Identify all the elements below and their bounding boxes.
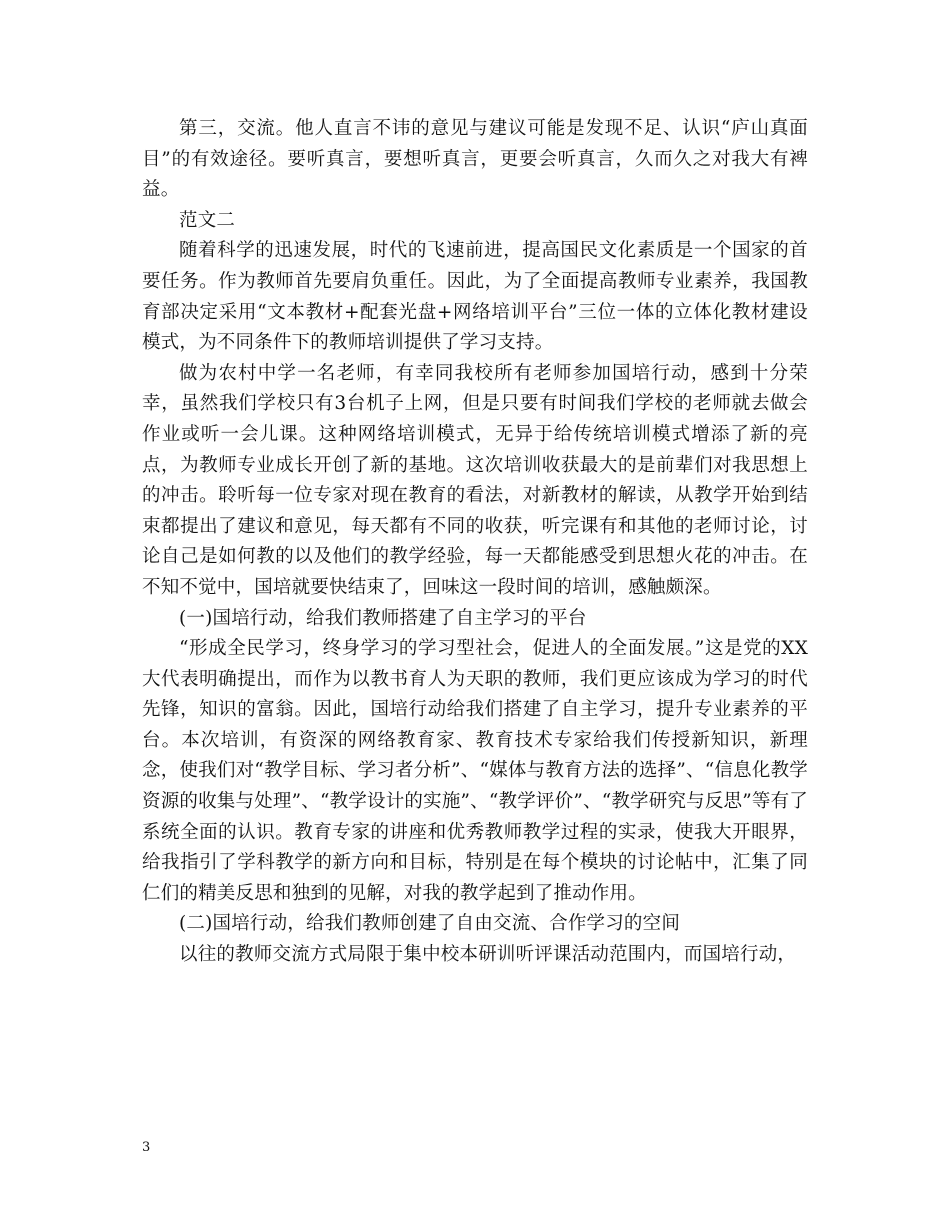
paragraph-rural-teacher: 做为农村中学一名老师，有幸同我校所有老师参加国培行动，感到十分荣幸，虽然我们学校只有3台机子上网，但是只要有时间我们学校的老师就去做会作业或听一会儿课。这种网络培训模式，无异于给传统培训模式增添了新的亮点，为教师专业成长开创了新的基地。这次培训收获最大的是前辈们对我思想上的冲击。聆听每一位专家对现在教育的看法，对新教材的解读，从教学开始到结束都提出了建议和意见，每天都有不同的收获，听完课有和其他的老师讨论，讨论自己是如何教的以及他们的教学经验，每一天都能感受到思想火花的冲击。在不知不觉中，国培就要快结束了，回味这一段时间的培训，感触颇深。 — [142, 362, 808, 598]
paragraph-intro: 随着科学的迅速发展，时代的飞速前进，提高国民文化素质是一个国家的首要任务。作为教师首先要肩负重任。因此，为了全面提高教师专业素养，我国教育部决定采用“文本教材+配套光盘+网络培训平台”三位一体的立体化教材建设模式，为不同条件下的教师培训提供了学习支持。 — [142, 240, 808, 354]
paragraph-exchange-mode: 以往的教师交流方式局限于集中校本研训听评课活动范围内，而国培行动， — [179, 944, 797, 966]
paragraph-exchange: 第三，交流。他人直言不讳的意见与建议可能是发现不足、认识“庐山真面目”的有效途径。要听真言，要想听真言，更要会听真言，久而久之对我大有裨益。 — [142, 118, 808, 201]
subheading-two: (二)国培行动，给我们教师创建了自由交流、合作学习的空间 — [179, 913, 681, 935]
page-number: 3 — [142, 1140, 151, 1155]
section-heading-sample-two: 范文二 — [179, 209, 236, 231]
paragraph-self-learning: “形成全民学习，终身学习的学习型社会，促进人的全面发展。”这是党的XX大代表明确提出，而作为以教书育人为天职的教师，我们更应该成为学习的时代先锋，知识的富翁。因此，国培行动给我们搭建了自主学习，提升专业素养的平台。本次培训，有资深的网络教育家、教育技术专家给我们传授新知识，新理念，使我们对“教学目标、学习者分析”、“媒体与教育方法的选择”、“信息化教学资源的收集与处理”、“教学设计的实施”、“教学评价”、“教学研究与反思”等有了系统全面的认识。教育专家的讲座和优秀教师教学过程的实录，使我大开眼界，给我指引了学科教学的新方向和目标，特别是在每个模块的讨论帖中，汇集了同仁们的精美反思和独到的见解，对我的教学起到了推动作用。 — [142, 638, 809, 904]
document-body — [142, 114, 808, 971]
subheading-one: (一)国培行动，给我们教师搭建了自主学习的平台 — [179, 607, 587, 629]
